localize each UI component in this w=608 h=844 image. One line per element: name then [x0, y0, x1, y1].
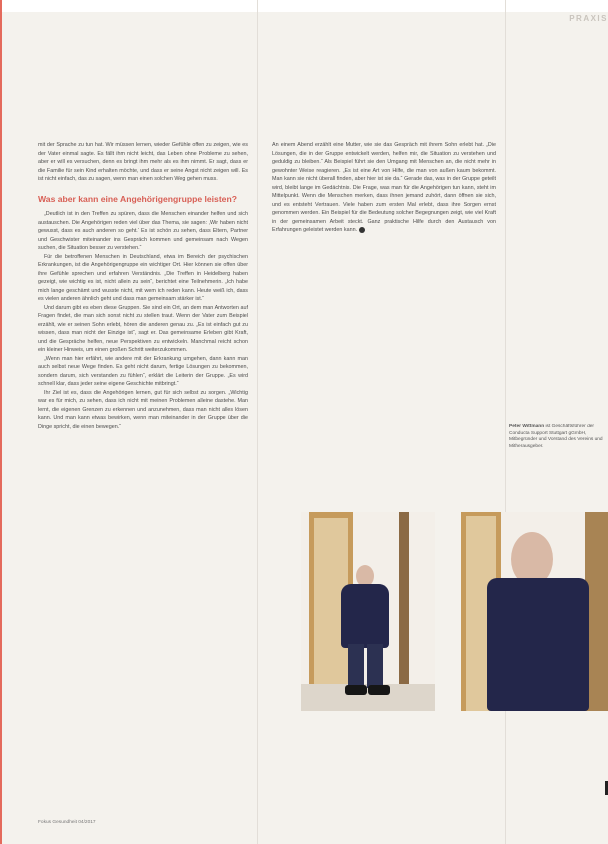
article-column-2 — [272, 141, 496, 361]
photo-portrait — [461, 512, 608, 711]
top-strip — [0, 0, 608, 12]
photo-full-body — [301, 512, 435, 711]
column-divider — [505, 0, 506, 844]
page-folio: Fokus Gesundheit 04/2017 — [38, 820, 96, 825]
body-paragraph: Für die betroffenen Menschen in Deutschland, etwa im Bereich der psychischen Erkrankungen, ist die Angehörigengruppe ein wichtiger Ort. Hier können sie offen über ihre Gefühle sprechen und erfahren Verständnis. „Die Treffen in Heidelberg haben gezeigt, wie wichtig es ist, nicht allein zu sein“, berichtet eine Teilnehmerin. „Ich habe mich lange geschämt und wusste nicht, mit wem ich reden kann. Heute weiß ich, dass es vielen anderen ähnlich geht und dass man gemeinsam stärker ist.“ — [38, 253, 248, 302]
caption-name: Peter Wittmann — [509, 424, 545, 429]
subheading: Was aber kann eine Angehörigengruppe leisten? — [38, 193, 237, 204]
photo-caption — [509, 424, 607, 470]
intro-paragraph: mit der Sprache zu tun hat. Wir müssen lernen, wieder Gefühle offen zu zeigen, wie es der Vater einmal sagte. Es fällt ihm nicht leicht, das Leben ohne Probleme zu sehen, aber er will es versuchen, denn es bringt ihm mehr als es ihm nimmt. Er sagt, dass er die Familie für sein Kind erhalten möchte, und dass er seine Angst nicht zeigen will. Es ist nicht einfach, das zu sagen, wenn man einen solchen Weg gehen muss. — [38, 142, 248, 182]
body-paragraph: Und darum gibt es eben diese Gruppen. Sie sind ein Ort, an dem man Antworten auf Fragen findet, die man sich sonst nicht zu stellen traut. Wenn der Vater zum Beispiel erzählt, wie er seinen Sohn erlebt, hören die anderen genau zu. „Es ist einfach gut zu wissen, dass man nicht der Einzige ist“, sagt er. Das gemeinsame Erleben gibt Kraft, und die Gespräche helfen, neue Perspektiven zu entwickeln. Manchmal reicht schon ein kleiner Hinweis, um einen großen Schritt weiterzukommen. — [38, 304, 248, 353]
end-of-article-icon — [359, 227, 365, 233]
body-paragraph: „Deutlich ist in den Treffen zu spüren, dass die Menschen einander helfen und sich austauschen. Die Angehörigen reden viel über das Thema, sie sagen: ‚Wir haben nicht gewusst, dass es auch anderen so geht.‘ Es ist schön zu sehen, dass Eltern, Partner und Geschwister miteinander ins Gespräch kommen und gemeinsam nach Wegen suchen, die Situation besser zu verstehen.“ — [38, 211, 248, 251]
body-paragraph: „Wenn man hier erfährt, wie andere mit der Erkrankung umgehen, dann kann man auch selbst neue Wege finden. Es geht nicht darum, fertige Lösungen zu bekommen, sondern darum, sich verstanden zu fühlen“, erklärt die Leiterin der Gruppe. „Es wird schnell klar, dass jeder seine eigene Geschichte mitbringt.“ — [38, 355, 248, 387]
section-label: PRAXIS — [569, 14, 608, 23]
column-divider — [257, 0, 258, 844]
body-paragraph: Ihr Ziel ist es, dass die Angehörigen lernen, gut für sich selbst zu sorgen. „Wichtig war es für mich, zu sehen, dass ich nicht mit meinen Problemen alleine dastehe. Man lernt, die eigenen Grenzen zu erkennen und anzunehmen, dass man nicht alles lösen kann. Und man kann etwas bewirken, wenn man miteinander in der Gruppe über die Dinge spricht, die einen bewegen.“ — [38, 389, 248, 430]
article-column-1 — [38, 141, 248, 801]
body-paragraph: An einem Abend erzählt eine Mutter, wie sie das Gespräch mit ihrem Sohn erlebt hat. „Die Lösungen, die in der Gruppe entwickelt werden, helfen mir, die Situation zu verstehen und geduldig zu bleiben.“ Als Beispiel führt sie den Umgang mit Menschen an, die nicht mehr in gewohnter Weise reagieren. „Es ist eine Art von Hilfe, die man von außen kaum bekommt. Man kann sie nicht überall finden, aber hier ist sie da.“ Gerade das, was in der Gruppe geteilt wird, bleibt lange im Gedächtnis. Die Frage, was man für die Angehörigen tun kann, steht im Mittelpunkt. Wenn die Menschen merken, dass ihnen jemand zuhört, dann öffnen sie sich, und es entsteht Vertrauen. Viele haben zum ersten Mal erlebt, dass ihre Sorgen ernst genommen werden. Ein Beispiel für die Bedeutung solcher Begegnungen zeigt, wie viel Kraft in der gemeinsamen Arbeit steckt. Ganz praktische Hilfe durch den Austausch von Erfahrungen geleistet werden kann. — [272, 142, 496, 233]
caption-text: ist Geschäftsführer der Conducta Support Stuttgart gGmbH, Mitbegründer und Vorstand des Vereins und Mitherausgeber. — [509, 424, 603, 449]
left-accent-bar — [0, 0, 2, 844]
